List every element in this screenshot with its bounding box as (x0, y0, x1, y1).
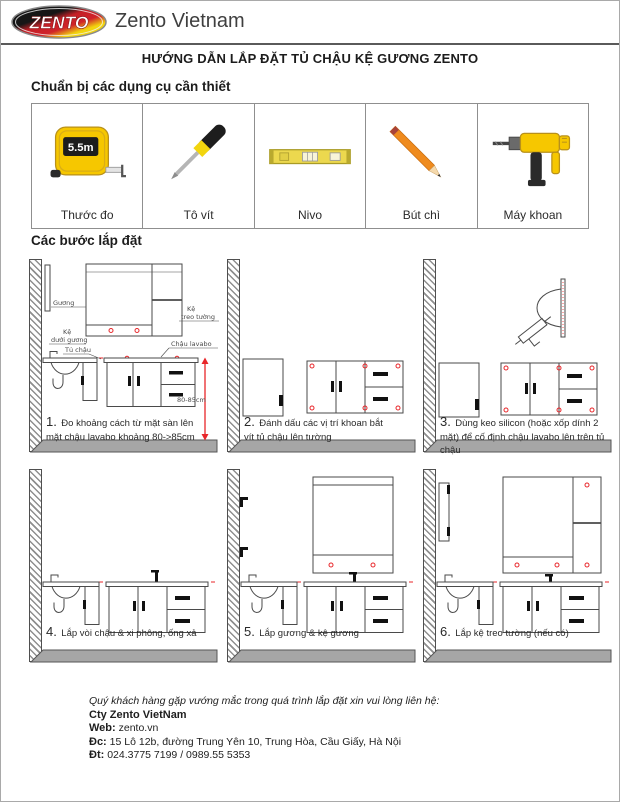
tool-cell-pencil (366, 104, 477, 228)
cabinet-side-view (243, 359, 283, 416)
step-caption-3: 3. Dùng keo silicon (hoặc xốp dính 2 mặt) để cố định chậu lavabo lên trên tủ chậu (440, 414, 605, 456)
screwdriver-icon (143, 104, 253, 208)
tool-cell-tape-measure (32, 104, 143, 228)
page-title: HƯỚNG DẪN LẮP ĐẶT TỦ CHẬU KỆ GƯƠNG ZENTO (141, 51, 479, 66)
step-panel-2 (227, 259, 419, 459)
tool-label: Nivo (298, 208, 323, 222)
label-lavabo-basin: Chậu lavabo (171, 340, 212, 348)
vanity-cabinet-front (501, 363, 597, 415)
vanity-cabinet-front (304, 572, 406, 633)
step-panel-6 (423, 469, 615, 669)
tools-heading: Chuẩn bị các dụng cụ cần thiết (31, 79, 231, 94)
step-caption-6: 6. Lắp kệ treo tường (nếu có) (440, 624, 569, 639)
step-caption-2: 2. Đánh dấu các vị trí khoan bắt vít tủ chậu lên tường (244, 414, 383, 443)
tool-label: Bút chì (402, 208, 441, 222)
logo-wordmark: ZENTO (29, 12, 89, 33)
wall-brackets (240, 497, 248, 557)
basin-side-view (437, 575, 493, 625)
label-wall-shelf-1: Kệ (187, 305, 196, 313)
footer-company: Cty Zento VietNam (89, 708, 187, 721)
spirit-level-icon (255, 104, 365, 208)
vanity-cabinet-front (500, 574, 602, 633)
tool-label: Máy khoan (503, 208, 563, 222)
svg-text:5.5m: 5.5m (68, 141, 94, 154)
footer-web-value: zento.vn (118, 722, 159, 734)
zento-logo (11, 5, 107, 39)
vanity-cabinet-front (307, 361, 403, 413)
header (1, 1, 619, 45)
label-vanity-cabinet: Tủ chậu (65, 346, 91, 354)
floor (425, 650, 611, 662)
step-caption-1: 1. Đo khoảng cách từ mặt sàn lên mặt chậu lavabo khoảng 80->85cm (46, 414, 195, 443)
footer-contact (89, 695, 439, 763)
step-panel-3 (423, 259, 615, 459)
steps-heading: Các bước lắp đặt (31, 233, 142, 248)
footer-address-value: 15 Lô 12b, đường Trung Yên 10, Trung Hòa, Cầu Giấy, Hà Nội (109, 735, 402, 748)
drill-icon (478, 104, 588, 208)
basin-side-view (43, 575, 99, 625)
cabinet-side-view (439, 363, 479, 417)
label-under-mirror-shelf-2: dưới gương (51, 336, 88, 344)
label-mirror: Gương (53, 299, 75, 307)
silicone-application (513, 279, 565, 355)
mirror-cabinet-front (86, 264, 182, 336)
mirror-front (313, 477, 393, 573)
floor (31, 650, 217, 662)
footer-phone-value: 024.3775 7199 / 0989.55 5353 (107, 749, 251, 761)
step-caption-4: 4. Lắp vòi chậu & xi phông, ống xả (46, 624, 197, 639)
step-panel-1 (29, 259, 221, 459)
label-under-mirror-shelf-1: Kệ (63, 328, 72, 336)
mirror-cabinet-front (503, 477, 601, 573)
vanity-cabinet-front (106, 570, 208, 633)
step-panel-5 (227, 469, 419, 669)
tool-cell-screwdriver (143, 104, 254, 228)
footer-web-label: Web: (89, 722, 116, 734)
tool-label: Tô vít (183, 208, 214, 222)
footer-phone-label: Đt: (89, 749, 105, 761)
pencil-icon (366, 104, 476, 208)
basin-side-view (43, 352, 97, 401)
company-name: Zento Vietnam (115, 10, 245, 32)
mirror-side-view (45, 265, 50, 311)
label-wall-shelf-2: treo tường (181, 313, 216, 321)
step-caption-5: 5. Lắp gương & kệ gương (244, 624, 359, 639)
tool-cell-level (255, 104, 366, 228)
caulk-gun-icon (513, 314, 559, 355)
step-panel-4 (29, 469, 221, 669)
tool-cell-drill (478, 104, 588, 228)
footer-address-label: Đc: (89, 735, 107, 748)
floor (229, 650, 415, 662)
wall-shelf-side-view (439, 483, 450, 541)
footer-note: Quý khách hàng gặp vướng mắc trong quá trình lắp đặt xin vui lòng liên hệ: (89, 695, 440, 707)
tools-table (31, 103, 589, 229)
tape-measure-icon (32, 104, 142, 208)
tool-label: Thước đo (60, 208, 114, 222)
basin-side-view (241, 575, 297, 625)
label-height-range: 80-85cm (177, 396, 206, 404)
